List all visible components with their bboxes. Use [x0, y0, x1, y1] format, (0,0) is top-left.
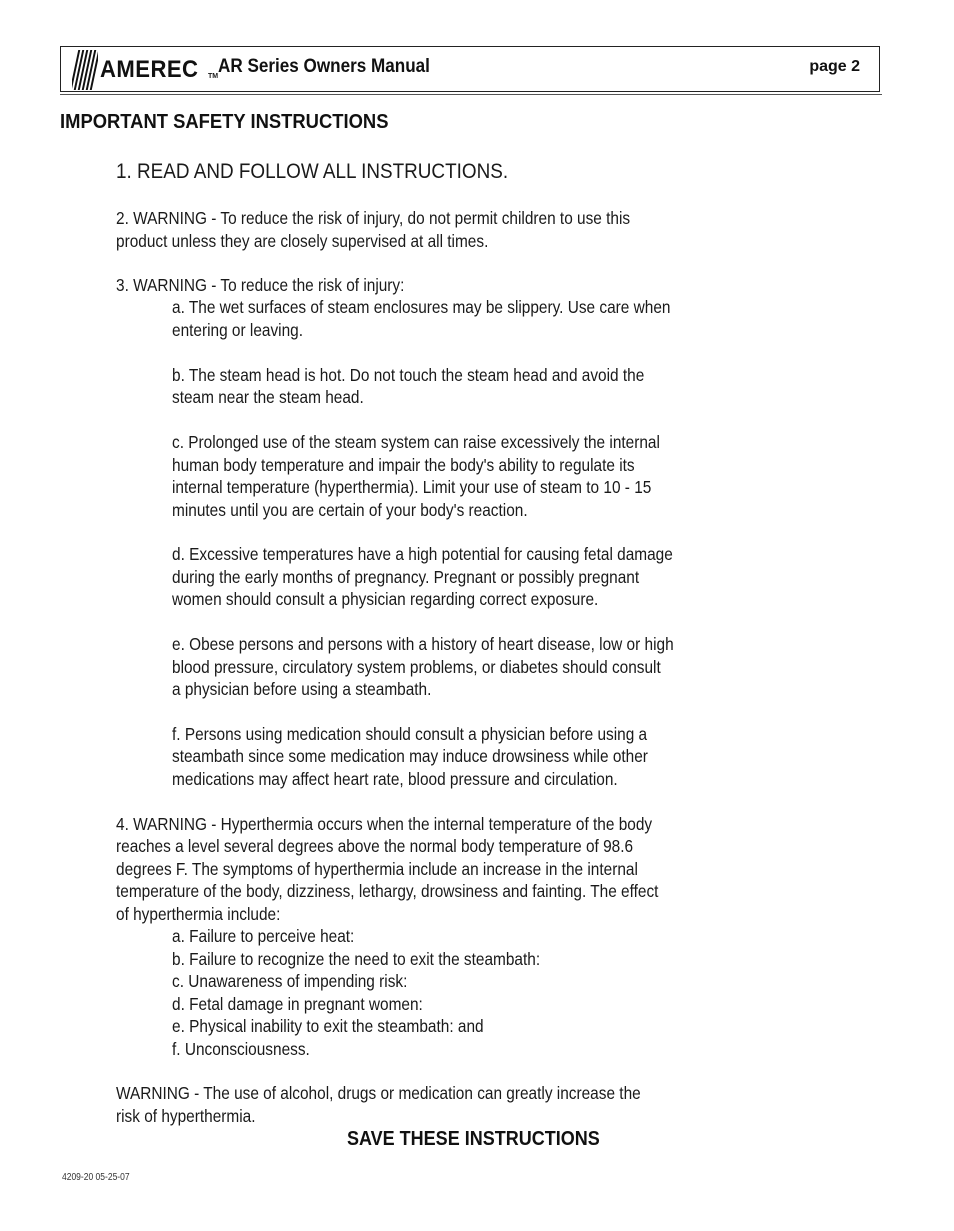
instruction-2-line: 2. WARNING - To reduce the risk of injury, do not permit children to use this: [116, 208, 631, 228]
instruction-3d-line: during the early months of pregnancy. Pregnant or possibly pregnant: [172, 567, 640, 587]
instruction-3d-line: women should consult a physician regarding correct exposure.: [172, 589, 599, 609]
hyperthermia-effect-item: e. Physical inability to exit the steambath: and: [172, 1016, 484, 1036]
manual-title: AR Series Owners Manual: [218, 56, 430, 77]
instruction-4-line: 4. WARNING - Hyperthermia occurs when the internal temperature of the body: [116, 814, 653, 834]
instruction-3b-line: steam near the steam head.: [172, 387, 364, 407]
instruction-3f-line: steambath since some medication may induce drowsiness while other: [172, 746, 648, 766]
instruction-3a-line: entering or leaving.: [172, 320, 303, 340]
instruction-4-line: temperature of the body, dizziness, lethargy, drowsiness and fainting. The effect: [116, 881, 659, 901]
instruction-4-line: of hyperthermia include:: [116, 904, 281, 924]
logo-wordmark: AMEREC: [100, 56, 199, 83]
logo-trademark: TM: [208, 73, 219, 80]
instruction-3e-line: a physician before using a steambath.: [172, 679, 432, 699]
hyperthermia-effect-item: d. Fetal damage in pregnant women:: [172, 994, 423, 1014]
instruction-4-line: degrees F. The symptoms of hyperthermia include an increase in the internal: [116, 859, 638, 879]
logo-stripes-icon: [72, 50, 98, 90]
instruction-3f-line: medications may affect heart rate, blood pressure and circulation.: [172, 769, 618, 789]
instruction-3-intro: 3. WARNING - To reduce the risk of injury:: [116, 275, 405, 295]
instruction-3a-line: a. The wet surfaces of steam enclosures may be slippery. Use care when: [172, 297, 671, 317]
header-divider: [60, 94, 882, 95]
document-code: 4209-20 05-25-07: [62, 1172, 130, 1183]
amerec-logo: [72, 50, 218, 90]
instruction-3b-line: b. The steam head is hot. Do not touch the steam head and avoid the: [172, 365, 645, 385]
instruction-3c-line: c. Prolonged use of the steam system can raise excessively the internal: [172, 432, 660, 452]
final-warning-line: risk of hyperthermia.: [116, 1106, 256, 1126]
instruction-2-line: product unless they are closely supervised at all times.: [116, 231, 489, 251]
instruction-4-line: reaches a level several degrees above the normal body temperature of 98.6: [116, 836, 634, 856]
final-warning-line: WARNING - The use of alcohol, drugs or medication can greatly increase the: [116, 1083, 641, 1103]
save-instructions-heading: SAVE THESE INSTRUCTIONS: [347, 1128, 600, 1150]
hyperthermia-effect-item: c. Unawareness of impending risk:: [172, 971, 408, 991]
hyperthermia-effect-item: b. Failure to recognize the need to exit the steambath:: [172, 949, 541, 969]
instruction-3c-line: minutes until you are certain of your body's reaction.: [172, 500, 528, 520]
instruction-3e-line: e. Obese persons and persons with a history of heart disease, low or high: [172, 634, 674, 654]
instruction-3d-line: d. Excessive temperatures have a high potential for causing fetal damage: [172, 544, 673, 564]
instruction-3c-line: human body temperature and impair the body's ability to regulate its: [172, 455, 635, 475]
section-heading: IMPORTANT SAFETY INSTRUCTIONS: [60, 111, 389, 133]
page-number: page 2: [809, 58, 860, 75]
hyperthermia-effect-item: f. Unconsciousness.: [172, 1039, 310, 1059]
hyperthermia-effect-item: a. Failure to perceive heat:: [172, 926, 355, 946]
instruction-3f-line: f. Persons using medication should consult a physician before using a: [172, 724, 648, 744]
instruction-3c-line: internal temperature (hyperthermia). Limit your use of steam to 10 - 15: [172, 477, 652, 497]
instruction-1: 1. READ AND FOLLOW ALL INSTRUCTIONS.: [116, 160, 509, 183]
instruction-3e-line: blood pressure, circulatory system problems, or diabetes should consult: [172, 657, 661, 677]
